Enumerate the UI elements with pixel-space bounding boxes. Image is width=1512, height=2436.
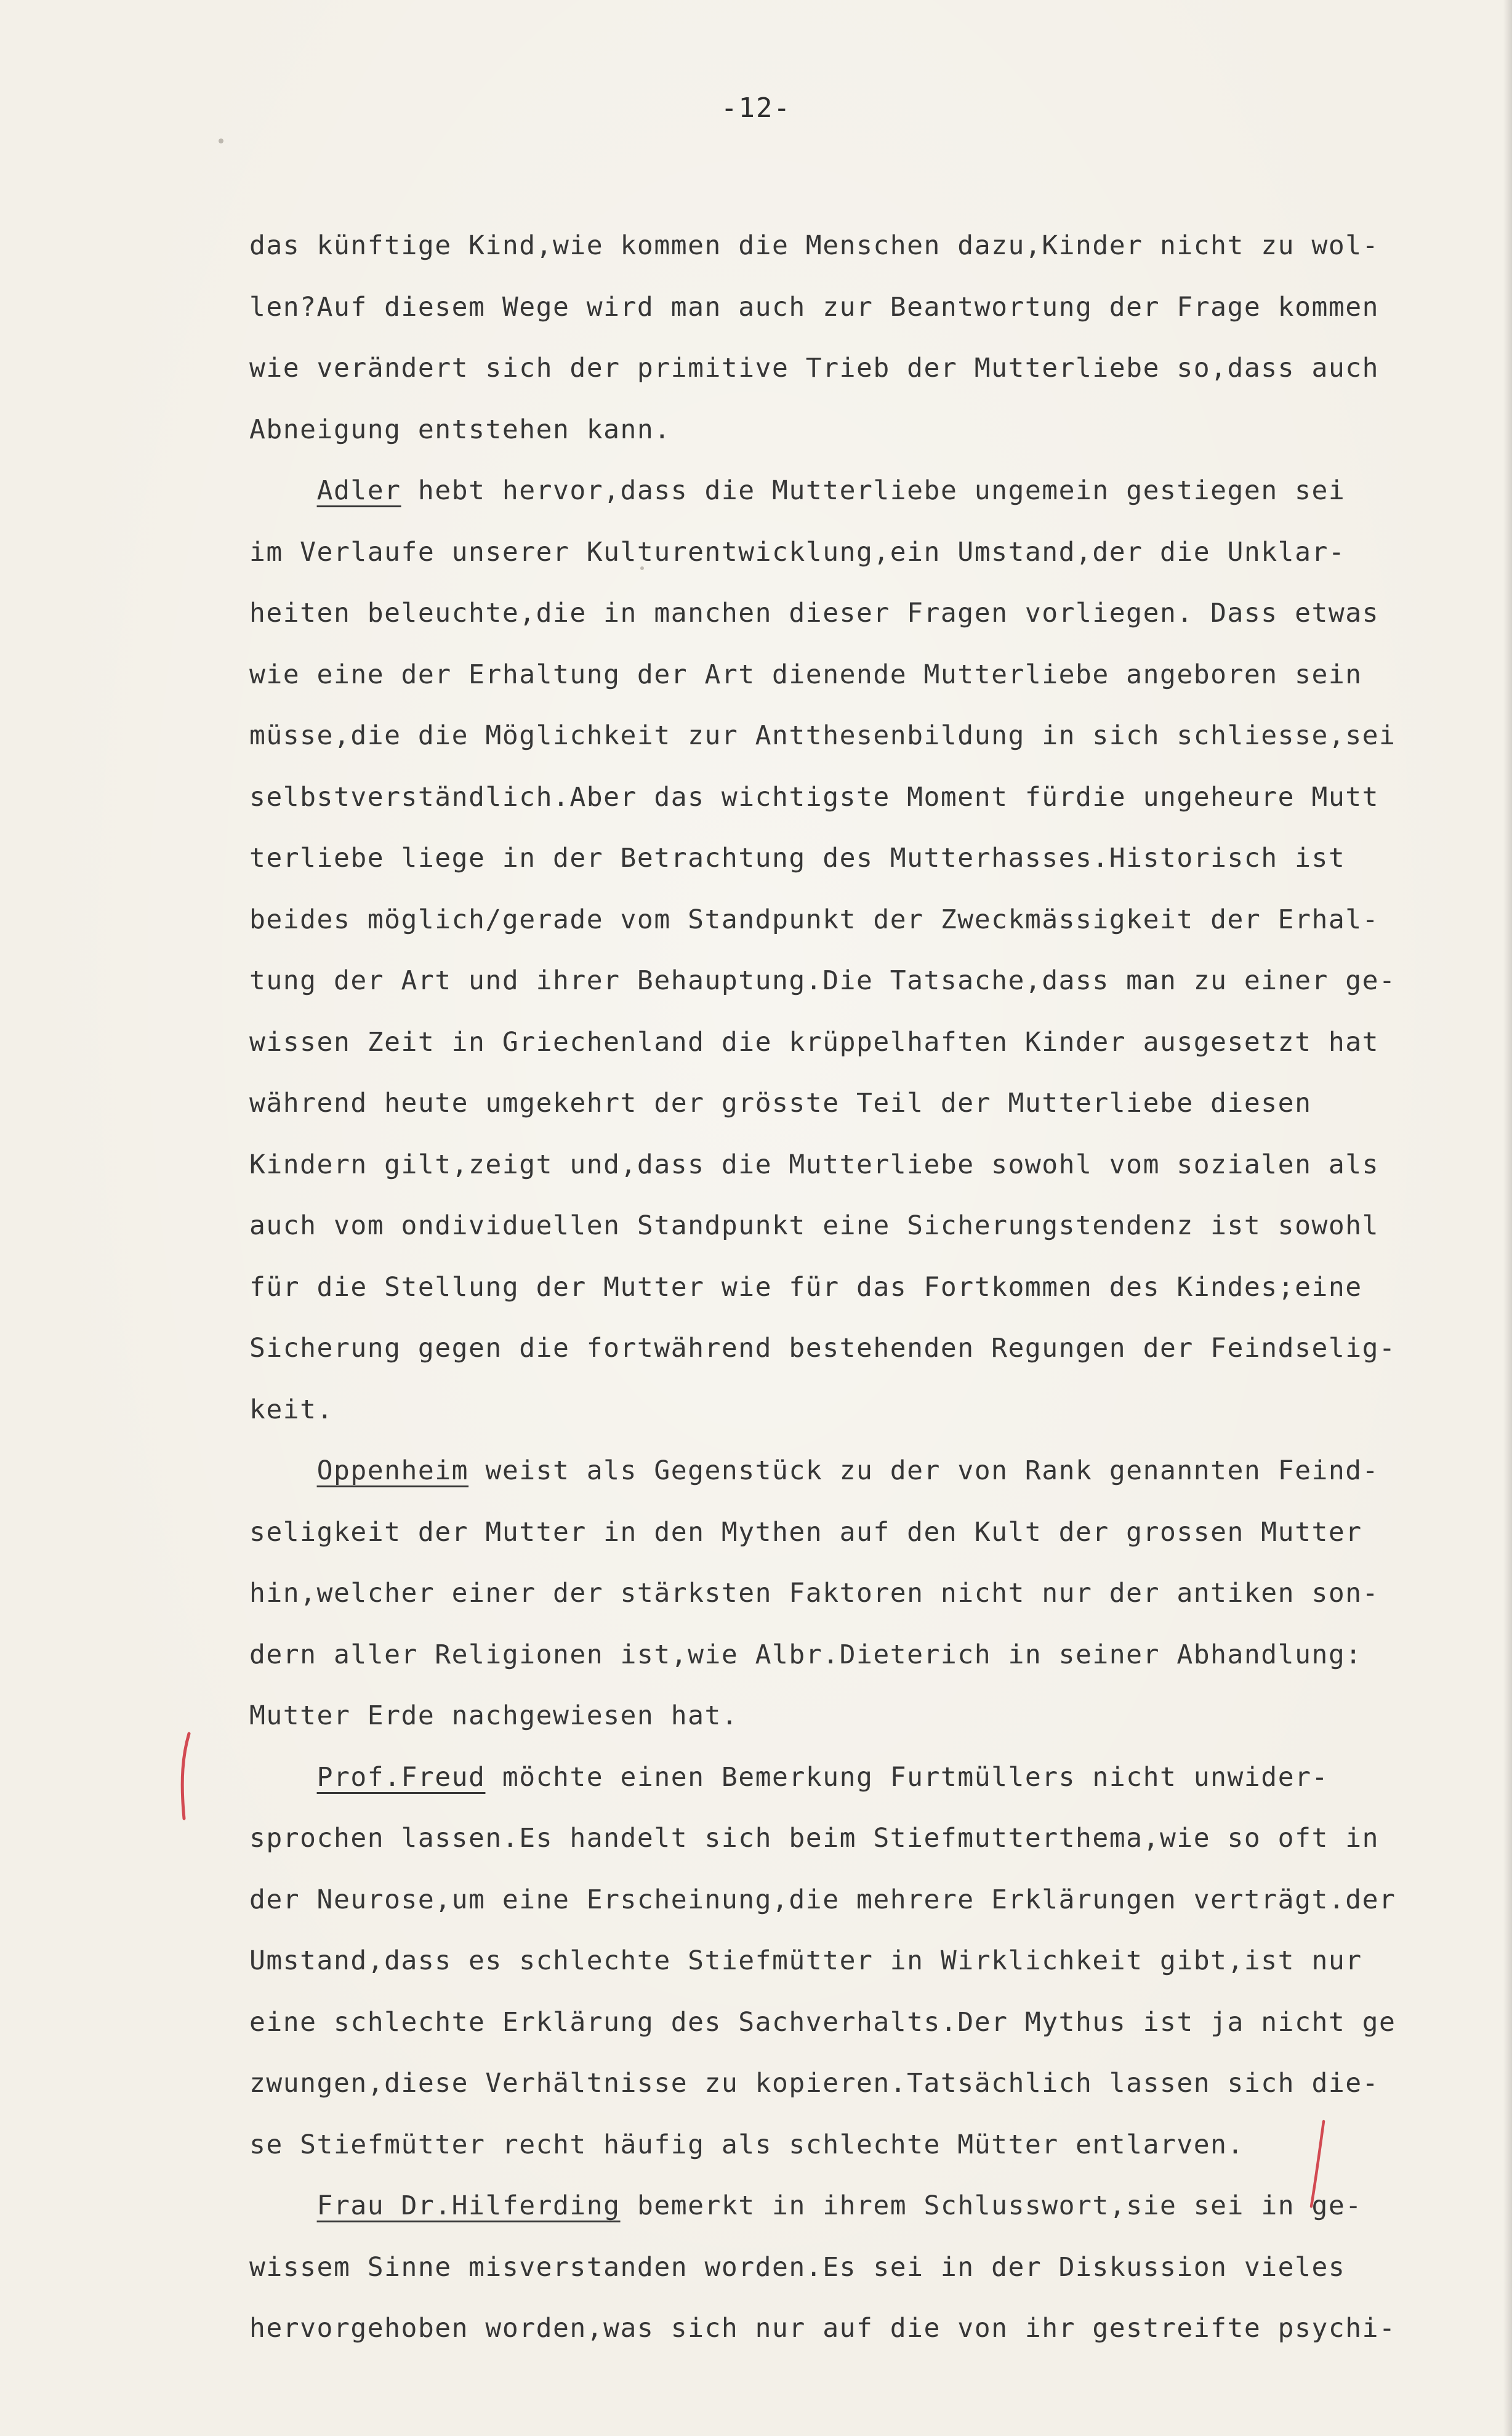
line-text: bemerkt in ihrem Schlusswort,sie sei in ge- [620, 2190, 1362, 2221]
text-line: das künftige Kind,wie kommen die Menschen dazu,Kinder nicht zu wol- [249, 230, 1380, 261]
text-line: auch vom ondividuellen Standpunkt eine Sicherungstendenz ist sowohl [249, 1210, 1380, 1241]
paragraph-3 [249, 1441, 1499, 1747]
line-text: weist als Gegenstück zu der von Rank genannten Feind- [468, 1455, 1380, 1486]
text-line: für die Stellung der Mutter wie für das Fortkommen des Kindes;eine [249, 1271, 1362, 1303]
page-number: -12- [721, 92, 791, 124]
text-line: selbstverständlich.Aber das wichtigste Moment fürdie ungeheure Mutt [249, 781, 1380, 813]
text-line: seligkeit der Mutter in den Mythen auf den Kult der grossen Mutter [249, 1516, 1362, 1548]
paragraph-4 [249, 1747, 1499, 2176]
text-line: dern aller Religionen ist,wie Albr.Dieterich in seiner Abhandlung: [249, 1639, 1362, 1670]
text-line: heiten beleuchte,die in manchen dieser Fragen vorliegen. Dass etwas [249, 598, 1380, 629]
text-line: eine schlechte Erklärung des Sachverhalts.Der Mythus ist ja nicht ge [249, 2006, 1396, 2038]
paragraph-1 [249, 215, 1499, 460]
text-line: se Stiefmütter recht häufig als schlechte Mütter entlarven. [249, 2129, 1244, 2160]
text-line: keit. [249, 1394, 334, 1425]
paragraph-2 [249, 460, 1499, 1441]
text-line: Kindern gilt,zeigt und,dass die Mutterliebe sowohl vom sozialen als [249, 1149, 1380, 1180]
text-line: Umstand,dass es schlechte Stiefmütter in Wirklichkeit gibt,ist nur [249, 1945, 1362, 1976]
paper-speck [219, 139, 223, 143]
text-line-first [249, 1747, 1499, 1809]
text-line: Mutter Erde nachgewiesen hat. [249, 1700, 739, 1731]
text-line: Sicherung gegen die fortwährend bestehenden Regungen der Feindselig- [249, 1333, 1396, 1364]
text-line: hin,welcher einer der stärksten Faktoren nicht nur der antiken son- [249, 1578, 1380, 1609]
text-line: im Verlaufe unserer Kulturentwicklung,ein Umstand,der die Unklar- [249, 536, 1346, 568]
text-line-first [249, 460, 1499, 522]
page-edge-shadow [1503, 0, 1512, 2436]
text-line-first [249, 1441, 1499, 1502]
text-line: beides möglich/gerade vom Standpunkt der Zweckmässigkeit der Erhal- [249, 904, 1380, 935]
speaker-name: Frau Dr.Hilferding [316, 2190, 621, 2221]
text-line: terliebe liege in der Betrachtung des Mutterhasses.Historisch ist [249, 843, 1346, 874]
line-text: hebt hervor,dass die Mutterliebe ungemein gestiegen sei [401, 475, 1346, 506]
text-line: während heute umgekehrt der grösste Teil der Mutterliebe diesen [249, 1088, 1312, 1119]
text-line: der Neurose,um eine Erscheinung,die mehrere Erklärungen verträgt.der [249, 1884, 1396, 1915]
speaker-name: Oppenheim [316, 1455, 469, 1486]
margin-bracket-stroke [182, 1734, 189, 1819]
text-line: zwungen,diese Verhältnisse zu kopieren.Tatsächlich lassen sich die- [249, 2068, 1380, 2099]
line-text: möchte einen Bemerkung Furtmüllers nicht unwider- [485, 1761, 1329, 1793]
text-line: len?Auf diesem Wege wird man auch zur Beantwortung der Frage kommen [249, 291, 1380, 323]
text-line: tung der Art und ihrer Behauptung.Die Tatsache,dass man zu einer ge- [249, 965, 1396, 996]
speaker-name: Adler [316, 475, 401, 506]
typed-text-body [249, 215, 1499, 2360]
text-line: Abneigung entstehen kann. [249, 414, 671, 445]
speaker-name: Prof.Freud [316, 1761, 486, 1793]
margin-bracket-mark [175, 1730, 200, 1822]
text-line: müsse,die die Möglichkeit zur Antthesenbildung in sich schliesse,sei [249, 720, 1396, 751]
text-line: wissem Sinne misverstanden worden.Es sei in der Diskussion vieles [249, 2251, 1346, 2283]
text-line: wie eine der Erhaltung der Art dienende Mutterliebe angeboren sein [249, 659, 1362, 690]
text-line: sprochen lassen.Es handelt sich beim Stiefmutterthema,wie so oft in [249, 1823, 1380, 1854]
section-slash-stroke [1311, 2121, 1324, 2206]
text-line: hervorgehoben worden,was sich nur auf die von ihr gestreifte psychi- [249, 2313, 1396, 2344]
text-line: wie verändert sich der primitive Trieb der Mutterliebe so,dass auch [249, 353, 1380, 384]
section-slash-mark [1305, 2118, 1330, 2210]
text-line: wissen Zeit in Griechenland die krüppelhaften Kinder ausgesetzt hat [249, 1026, 1380, 1058]
